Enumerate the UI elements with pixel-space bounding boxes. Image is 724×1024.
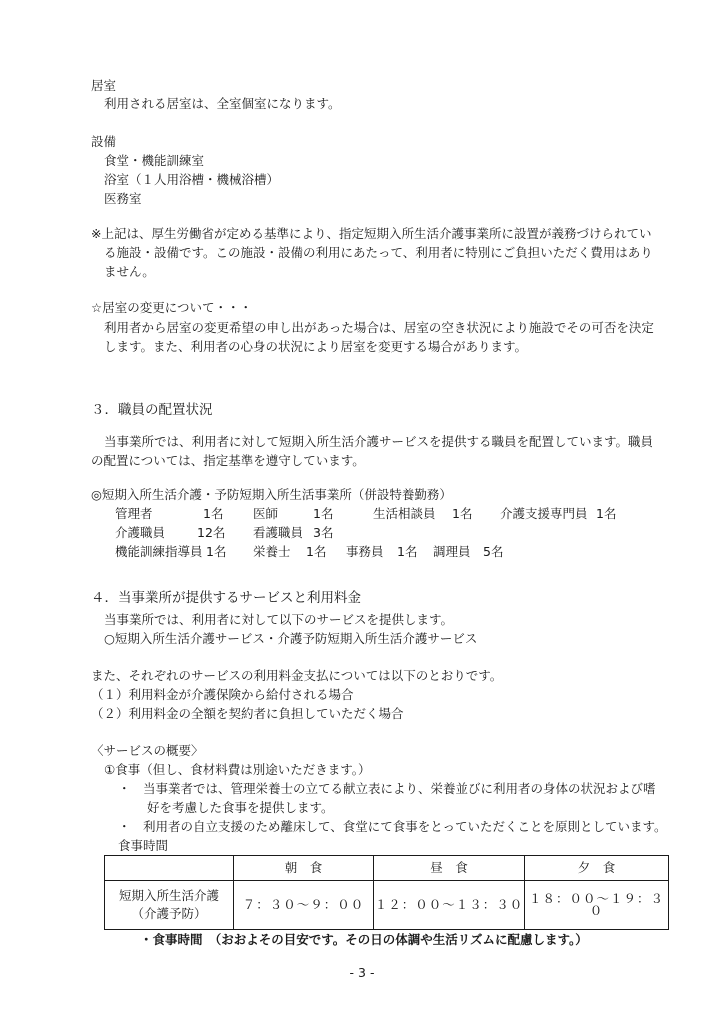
staff-count: 5名 — [483, 544, 504, 559]
staff-label: 看護職員 — [253, 525, 304, 540]
facilities-note-line: る施設・設備です。この施設・設備の利用にあたって、利用者に特別にご負担いただく費用はあり — [104, 245, 653, 260]
meal-bullet-line: ・ 利用者の自立支援のため離床して、食堂にて食事をとっていただくことを原則としています。 — [118, 819, 667, 834]
meal-table-caption: 食事時間 — [118, 838, 169, 853]
staff-count: 12名 — [197, 525, 226, 540]
staff-label: 栄養士 — [253, 544, 291, 559]
staff-label: 介護支援専門員 — [500, 506, 588, 521]
facility-item: 食堂・機能訓練室 — [104, 153, 205, 168]
room-heading: 居室 — [91, 78, 117, 93]
service-row-label — [105, 881, 234, 930]
staff-count: 1名 — [397, 544, 418, 559]
breakfast-header: 朝 食 — [234, 856, 374, 881]
staff-count: 1名 — [313, 506, 334, 521]
lunch-header: 昼 食 — [374, 856, 525, 881]
room-change-line: 利用者から居室の変更希望の申し出があった場合は、居室の空き状況により施設でその可否を決定 — [104, 320, 654, 335]
room-change-line: します。また、利用者の心身の状況により居室を変更する場合があります。 — [104, 339, 528, 354]
staff-label: 管理者 — [115, 506, 153, 521]
service-overview-heading: 〈サービスの概要〉 — [91, 743, 204, 758]
staff-label: 機能訓練指導員 — [115, 544, 203, 559]
room-change-heading: ☆居室の変更について・・・ — [91, 300, 252, 315]
row-label-line: 短期入所生活介護 — [118, 888, 219, 903]
dinner-time: １８：００～１９：３０ — [525, 881, 669, 930]
facility-item: 浴室（１人用浴槽・機械浴槽） — [104, 172, 280, 187]
staff-label: 医師 — [253, 506, 279, 521]
meal-heading: ①食事（但し、食材料費は別途いただきます。） — [104, 762, 371, 777]
staff-count: 1名 — [452, 506, 473, 521]
staff-count: 1名 — [206, 544, 227, 559]
section-3-text: 当事業所では、利用者に対して短期入所生活介護サービスを提供する職員を配置しています。職員 — [104, 434, 654, 449]
meal-bullet-line: 好を考慮した食事を提供します。 — [147, 800, 334, 815]
table-corner-cell — [105, 856, 234, 881]
row-label-line: （介護予防） — [131, 906, 207, 921]
section-3-text: の配置については、指定基準を遵守しています。 — [91, 453, 365, 468]
service-name: ○短期入所生活介護サービス・介護予防短期入所生活介護サービス — [104, 631, 478, 646]
breakfast-time: ７：３０～９：００ — [234, 881, 374, 930]
staff-facility-name: ◎短期入所生活介護・予防短期入所生活事業所（併設特養勤務） — [91, 487, 452, 502]
meal-bullet-line: ・ 当事業者では、管理栄養士の立てる献立表により、栄養並びに利用者の身体の状況および嗜 — [118, 781, 656, 796]
room-description: 利用される居室は、全室個室になります。 — [104, 96, 341, 111]
section-4-intro: 当事業所では、利用者に対して以下のサービスを提供します。 — [104, 612, 454, 627]
page-number: - 3 - — [349, 965, 375, 980]
facilities-heading: 設備 — [91, 134, 117, 149]
fee-intro: また、それぞれのサービスの利用料金支払については以下のとおりです。 — [91, 668, 503, 683]
facility-item: 医務室 — [104, 191, 142, 206]
staff-count: 1名 — [203, 506, 224, 521]
fee-case: （１）利用料金が介護保険から給付される場合 — [91, 687, 354, 702]
staff-count: 1名 — [596, 506, 617, 521]
meal-time-note: ・食事時間 （おおよその目安です。その日の体調や生活リズムに配慮します。） — [140, 932, 588, 947]
staff-count: 3名 — [313, 525, 334, 540]
staff-label: 介護職員 — [115, 525, 166, 540]
staff-count: 1名 — [306, 544, 327, 559]
section-3-title: ３．職員の配置状況 — [91, 402, 213, 418]
facilities-note-line: ※上記は、厚生労働省が定める基準により、指定短期入所生活介護事業所に設置が義務づけられてい — [91, 226, 652, 241]
fee-case: （２）利用料金の全額を契約者に負担していただく場合 — [91, 706, 404, 721]
dinner-header: 夕 食 — [525, 856, 669, 881]
staff-label: 調理員 — [433, 544, 471, 559]
staff-label: 生活相談員 — [373, 506, 436, 521]
section-4-title: ４．当事業所が提供するサービスと利用料金 — [91, 590, 361, 606]
meal-time-table — [104, 855, 669, 930]
staff-label: 事務員 — [346, 544, 384, 559]
lunch-time: １２：００～１３：３０ — [374, 881, 525, 930]
facilities-note-line: ません。 — [104, 264, 155, 279]
